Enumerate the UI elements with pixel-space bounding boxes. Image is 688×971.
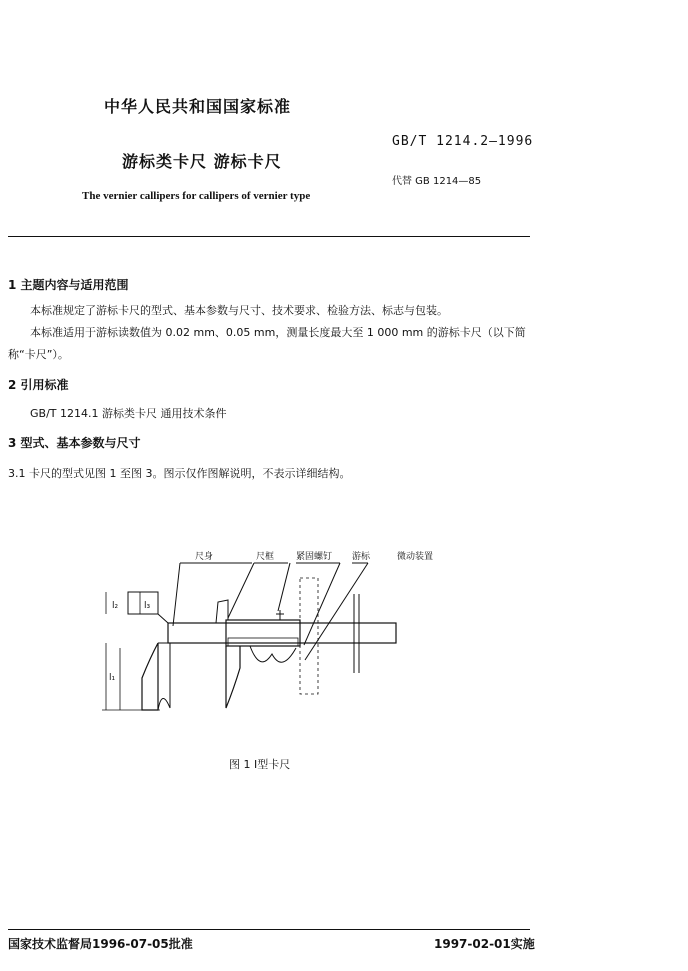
- reference-item: GB/T 1214.1 游标类卡尺 通用技术条件: [30, 407, 227, 420]
- national-standard-title: 中华人民共和国国家标准: [104, 97, 292, 116]
- document-title: 游标类卡尺 游标卡尺: [122, 152, 282, 171]
- approval-date: 国家技术监督局1996-07-05批准: [8, 937, 193, 951]
- paragraph: 本标准规定了游标卡尺的型式、基本参数与尺寸、技术要求、检验方法、标志与包装。: [30, 304, 448, 317]
- header-divider: [8, 236, 530, 237]
- section-heading: 2 引用标准: [8, 378, 69, 392]
- label-ruler-body: 尺身: [195, 552, 214, 562]
- label-fine-adjust: 微动装置: [397, 552, 434, 562]
- figure-caption: 图 1 Ⅰ型卡尺: [229, 758, 291, 771]
- standard-code: GB/T 1214.2—1996: [392, 134, 534, 149]
- label-dim-l3: l₃: [144, 601, 151, 611]
- label-vernier: 游标: [352, 552, 371, 562]
- replaces-note: 代替 GB 1214—85: [392, 176, 482, 187]
- paragraph: 称“卡尺”）。: [8, 348, 69, 361]
- english-title: The vernier callipers for callipers of vernier type: [82, 190, 311, 202]
- paragraph: 3.1 卡尺的型式见图 1 至图 3。图示仅作图解说明，不表示详细结构。: [8, 467, 351, 480]
- caliper-diagram: [100, 548, 434, 720]
- footer-divider: [8, 929, 530, 930]
- label-ruler-frame: 尺框: [256, 552, 275, 562]
- label-lock-screw: 紧固螺钉: [296, 552, 333, 562]
- label-dim-l2: l₂: [112, 601, 119, 611]
- section-heading: 3 型式、基本参数与尺寸: [8, 436, 141, 450]
- implementation-date: 1997-02-01实施: [434, 937, 535, 951]
- section-heading: 1 主题内容与适用范围: [8, 278, 129, 292]
- paragraph: 本标准适用于游标读数值为 0.02 mm、0.05 mm，测量长度最大至 1 000 mm 的游标卡尺（以下简: [30, 326, 526, 339]
- label-dim-l1: l₁: [109, 673, 116, 683]
